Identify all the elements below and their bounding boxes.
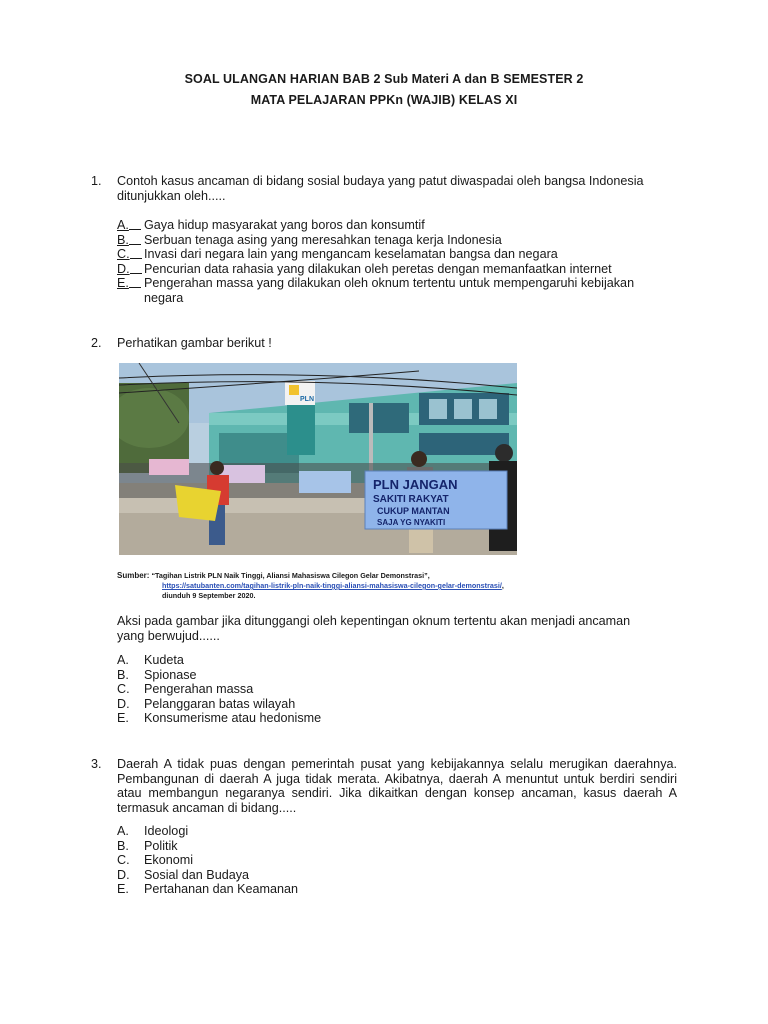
option-text: Kudeta [144, 653, 184, 667]
question-1-options [117, 218, 677, 306]
option-e [117, 711, 677, 726]
question-text: Daerah A tidak puas dengan pemerintah pusat yang kebijakannya selalu merugikan daerahnya. Pembangunan di daerah A juga tidak merata. Akibatnya, daerah A menuntut untuk berdiri sendiri atau membangun negaranya sendiri. Jika dikaitkan dengan konsep ancaman, kasus daerah A termasuk ancaman di bidang..... [117, 757, 677, 815]
option-b [117, 233, 677, 248]
option-d [117, 697, 677, 712]
option-letter: B. [117, 667, 129, 682]
option-a [117, 824, 677, 839]
source-title: “Tagihan Listrik PLN Naik Tinggi, Aliansi Mahasiswa Cilegon Gelar Demonstrasi”, [151, 571, 430, 580]
option-c [117, 682, 677, 697]
pln-sign-text: PLN [300, 396, 314, 403]
option-letter: D. [117, 262, 142, 277]
question-text: Perhatikan gambar berikut ! [117, 336, 272, 350]
question-text: Contoh kasus ancaman di bidang sosial budaya yang patut diwaspadai oleh bangsa Indonesia ditunjukkan oleh..... [117, 174, 644, 203]
option-letter: A. [117, 653, 129, 667]
option-b [117, 668, 677, 683]
option-text: Pengerahan massa [144, 682, 254, 697]
protest-photo-drawing [119, 363, 517, 555]
option-letter: A. [117, 218, 141, 233]
question-number: 2. [91, 336, 102, 350]
option-d [117, 868, 677, 883]
option-text: Sosial dan Budaya [144, 867, 250, 882]
option-letter: E. [117, 882, 129, 897]
option-text: Pertahanan dan Keamanan [144, 882, 299, 897]
question-3-options [117, 824, 677, 897]
option-letter: B. [117, 233, 141, 248]
protest-photo [119, 363, 517, 555]
option-text: Invasi dari negara lain yang mengancam keselamatan bangsa dan negara [144, 247, 558, 262]
option-text: Spionase [144, 667, 197, 682]
option-letter: E. [117, 276, 141, 291]
option-letter: C. [117, 853, 130, 868]
source-link[interactable]: https://satubanten.com/tagihan-listrik-pln-naik-tinggi-aliansi-mahasiswa-cilegon-gelar-demonstrasi/ [162, 581, 502, 590]
option-letter: A. [117, 824, 129, 838]
option-text: Ideologi [144, 824, 189, 838]
question-2-options [117, 653, 677, 726]
option-letter: D. [117, 867, 130, 882]
question-2-prompt: Aksi pada gambar jika ditunggangi oleh kepentingan oknum tertentu akan menjadi ancaman yang berwujud...... [117, 614, 631, 643]
option-a [117, 218, 677, 233]
option-c [117, 247, 677, 262]
document-subtitle: MATA PELAJARAN PPKn (WAJIB) KELAS XI [250, 93, 518, 107]
option-text: Serbuan tenaga asing yang meresahkan tenaga kerja Indonesia [144, 232, 502, 247]
option-text: Gaya hidup masyarakat yang boros dan konsumtif [144, 218, 425, 232]
protest-sign-line-4: SAJA YG NYAKITI [377, 518, 446, 527]
protest-sign-line-2: SAKITI RAKYAT [373, 494, 449, 505]
option-text: Politik [144, 838, 178, 853]
source-label: Sumber: [117, 571, 150, 580]
question-number: 1. [91, 174, 102, 188]
option-letter: E. [117, 711, 129, 726]
document-title: SOAL ULANGAN HARIAN BAB 2 Sub Materi A dan B SEMESTER 2 [184, 72, 584, 86]
option-text: Pelanggaran batas wilayah [144, 696, 296, 711]
option-text: Pengerahan massa yang dilakukan oleh oknum tertentu untuk mempengaruhi kebijakan negara [144, 276, 635, 305]
option-text: Pencurian data rahasia yang dilakukan oleh peretas dengan memanfaatkan internet [144, 261, 612, 276]
option-e [117, 276, 677, 305]
option-b [117, 839, 677, 854]
question-number: 3. [91, 757, 102, 771]
option-text: Ekonomi [144, 853, 193, 868]
option-letter: C. [117, 247, 142, 262]
protest-sign-line-3: CUKUP MANTAN [377, 506, 450, 516]
option-e [117, 882, 677, 897]
option-d [117, 262, 677, 277]
option-letter: C. [117, 682, 130, 697]
option-letter: D. [117, 696, 130, 711]
image-source-caption: Sumber: “Tagihan Listrik PLN Naik Tinggi, Aliansi Mahasiswa Cilegon Gelar Demonstrasi”, https://satubanten.com/tagihan-listrik-pln-naik-tinggi-aliansi-mahasiswa-cilegon-gelar-demonstrasi/, diunduh 9 September 2020. [117, 571, 504, 600]
protest-sign-line-1: PLN JANGAN [373, 477, 458, 492]
option-text: Konsumerisme atau hedonisme [144, 711, 322, 726]
option-letter: B. [117, 838, 129, 853]
source-download-date: diunduh 9 September 2020. [162, 591, 256, 600]
option-a [117, 653, 677, 668]
option-c [117, 853, 677, 868]
